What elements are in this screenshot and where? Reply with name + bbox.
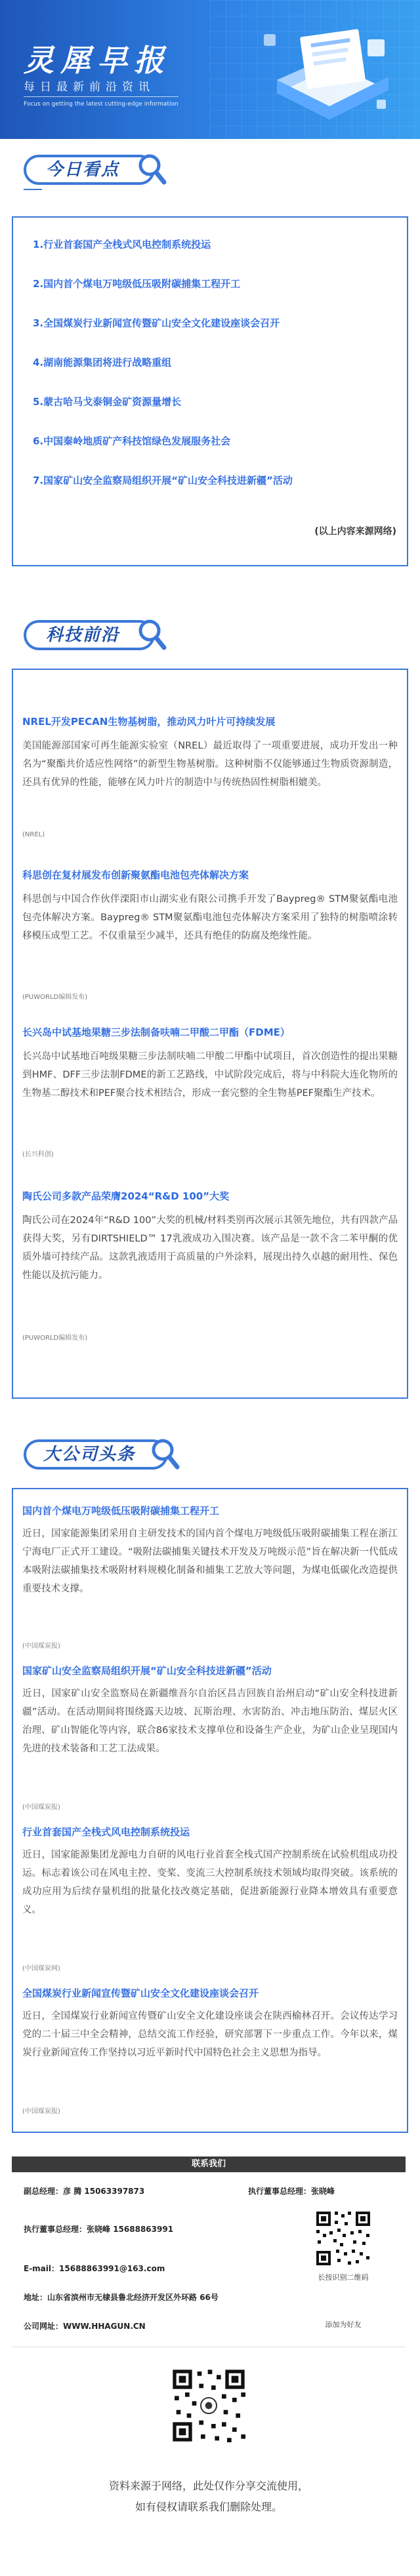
website-line xyxy=(24,2320,146,2332)
news-title[interactable]: 行业首套国产全栈式风电控制系统投运 xyxy=(22,1826,190,1838)
news-title[interactable]: 国家矿山安全监察局组织开展“矿山安全科技进新疆”活动 xyxy=(22,1665,272,1677)
banner-divider xyxy=(24,96,178,97)
toc-item[interactable]: 5.蒙古哈马戈泰铜金矿资源量增长 xyxy=(33,396,182,408)
email-label: E-mail： xyxy=(24,2264,60,2273)
news-title[interactable]: 科思创在复材展发布创新聚氨酯电池包壳体解决方案 xyxy=(22,869,249,881)
magnifier-icon xyxy=(135,151,167,187)
toc-item[interactable]: 6.中国秦岭地质矿产科技馆绿色发展服务社会 xyxy=(33,435,231,447)
company-box xyxy=(12,1488,408,2133)
news-title[interactable]: NREL开发PECAN生物基树脂，推动风力叶片可持续发展 xyxy=(22,716,276,728)
exec-label: 执行董事总经理： xyxy=(24,2225,87,2234)
news-body: 长兴岛中试基地百吨级果糖三步法制呋喃二甲酸二甲酯中试项目，首次创造性的提出果糖到HMF、DFF三步法制FDME的新工艺路线，中试阶段完成后，将与中科院大连化物所的生物基二醇技术和PEF聚合技术相结合，形成一套完整的全生物基PEF聚酯生产技术。 xyxy=(22,1051,398,1099)
editor-value: 彦 腾 15063397873 xyxy=(63,2187,145,2196)
magnifier-icon xyxy=(148,1435,180,1472)
exec-value[interactable]: 张晓峰 15688863991 xyxy=(87,2225,174,2234)
toc-item[interactable]: 4.湖南能源集团将进行战略重组 xyxy=(33,357,172,368)
website-value[interactable]: WWW.HHAGUN.CN xyxy=(63,2322,146,2331)
qr-caption: 长按识别二维码 xyxy=(318,2273,369,2282)
section-title: 今日看点 xyxy=(45,160,119,180)
official-account-qr-code[interactable] xyxy=(169,2366,248,2445)
news-source: (PUWORLD编辑发布) xyxy=(22,1335,88,1342)
banner-title: 灵犀早报 xyxy=(24,43,171,78)
banner-tagline: Focus on getting the latest cutting-edge information xyxy=(24,101,178,107)
toc-item[interactable]: 1.行业首套国产全栈式风电控制系统投运 xyxy=(33,239,211,250)
exec-line-right xyxy=(248,2185,335,2196)
news-source: (中国煤炭网) xyxy=(22,1965,60,1972)
footer-disclaimer-line: 如有侵权请联系我们删除处理。 xyxy=(135,2501,282,2513)
address-value: 山东省滨州市无棣县鲁北经济开发区外环路 66号 xyxy=(47,2293,219,2302)
section-header-tech xyxy=(24,616,165,654)
news-body: 近日，国家能源集团采用自主研发技术的国内首个煤电万吨级低压吸附碳捕集工程在浙江宁海电厂正式开工建设。“吸附法碳捕集关键技术开发及万吨级示范”旨在解决新一代低成本吸附法碳捕集技术吸附材料规模化制备和捕集工艺放大等问题，为煤电低碳化改造提供重要技术支撑。 xyxy=(22,1529,398,1594)
tech-box xyxy=(12,669,408,1399)
news-body: 美国能源部国家可再生能源实验室（NREL）最近取得了一项重要进展，成功开发出一种名为“聚酯共价适应性网络”的新型生物基树脂。这种树脂不仅能够通过生物质资源制造，还具有优异的性能，能够在风力叶片的制造中与传统热固性树脂相媲美。 xyxy=(22,741,398,788)
envelope-illustration-icon xyxy=(257,14,402,126)
address-line xyxy=(24,2292,219,2303)
news-source: (PUWORLD编辑发布) xyxy=(22,994,88,1001)
news-source: (中国煤炭报) xyxy=(22,1643,60,1650)
today-box xyxy=(12,216,408,566)
contact-title: 联系我们 xyxy=(191,2159,226,2169)
footer-disclaimer-line: 资料来源于网络，此处仅作分享交流使用， xyxy=(108,2480,308,2492)
email-line xyxy=(24,2263,165,2274)
section-header-today xyxy=(24,151,165,189)
news-body: 科思创与中国合作伙伴溧阳市山湖实业有限公司携手开发了Baypreg® STM聚氨酯电池包壳体解决方案。Baypreg® STM聚氨酯电池包壳体解决方案采用了独特的树脂喷涂转移模压成型工艺。不仅重量至少减半，还具有绝佳的防腐及绝缘性能。 xyxy=(22,894,398,941)
website-label: 公司网址： xyxy=(24,2322,64,2331)
banner-subtitle: 每日最新前沿资讯 xyxy=(24,81,155,94)
contact-section xyxy=(12,2156,406,2563)
news-title[interactable]: 陶氏公司多款产品荣膺2024“R&D 100”大奖 xyxy=(22,1190,230,1202)
toc-item[interactable]: 7.国家矿山安全监察局组织开展“矿山安全科技进新疆”活动 xyxy=(33,475,293,486)
section-title: 科技前沿 xyxy=(45,625,119,645)
toc-item[interactable]: 2.国内首个煤电万吨级低压吸附碳捕集工程开工 xyxy=(33,278,241,290)
exec-value: 张晓峰 xyxy=(311,2187,335,2196)
section-header-company xyxy=(24,1435,178,1473)
address-label: 地址： xyxy=(24,2293,48,2302)
add-friend-caption: 添加为好友 xyxy=(325,2320,362,2329)
news-title[interactable]: 全国煤炭行业新闻宣传暨矿山安全文化建设座谈会召开 xyxy=(22,1987,259,1999)
header-banner xyxy=(0,0,420,139)
toc-source-note: (以上内容来源网络) xyxy=(314,526,396,537)
section-rule xyxy=(24,189,42,190)
editor-label: 副总经理： xyxy=(24,2187,64,2196)
wechat-qr-code[interactable] xyxy=(314,2209,373,2268)
news-body: 近日，全国煤炭行业新闻宣传暨矿山安全文化建设座谈会在陕西榆林召开。会议传达学习党的二十届三中全会精神，总结交流工作经验，研究部署下一步重点工作。今年以来，煤炭行业新闻宣传工作坚持以习近平新时代中国特色社会主义思想为指导。 xyxy=(22,2011,398,2058)
news-body: 陶氏公司在2024年“R&D 100”大奖的机械/材料类别再次展示其领先地位，共有四款产品获得大奖，另有DIRTSHIELD™ 17乳液成功入围决赛。该产品是一款不含二苯甲酮的优质外墙可持续产品。这款乳液适用于高质量的户外涂料，展现出持久卓越的耐用性、保色性能以及抗污能力。 xyxy=(22,1215,398,1281)
news-source: (中国煤炭报) xyxy=(22,1804,60,1811)
news-body: 近日，国家矿山安全监察局在新疆维吾尔自治区昌吉回族自治州启动“矿山安全科技进新疆”活动。在活动期间将围绕露天边坡、瓦斯治理、水害防治、冲击地压防治、煤层火区治理、矿山智能化等内容，联合86家技术支撑单位和设备生产企业，为矿山企业呈现国内先进的技术装备和工艺工法成果。 xyxy=(22,1688,398,1754)
magnifier-icon xyxy=(135,616,167,653)
section-title: 大公司头条 xyxy=(43,1445,135,1464)
toc-item[interactable]: 3.全国煤炭行业新闻宣传暨矿山安全文化建设座谈会召开 xyxy=(33,317,280,329)
email-value[interactable]: 15688863991@163.com xyxy=(59,2264,165,2273)
exec-label: 执行董事总经理： xyxy=(248,2187,312,2196)
news-source: (长兴科创) xyxy=(22,1151,54,1158)
news-body: 近日，国家能源集团龙源电力自研的风电行业首套全栈式国产控制系统在试验机组成功投运。标志着该公司在风电主控、变桨、变流三大控制系统技术领域均取得突破。该系统的成功应用为后续存量机组的批量化技改奠定基础，促进新能源行业降本增效具有重要意义。 xyxy=(22,1850,398,1915)
editor-line xyxy=(24,2185,144,2196)
news-source: (中国煤炭报) xyxy=(22,2108,60,2115)
news-title[interactable]: 长兴岛中试基地果糖三步法制备呋喃二甲酸二甲酯（FDME） xyxy=(22,1026,290,1038)
news-title[interactable]: 国内首个煤电万吨级低压吸附碳捕集工程开工 xyxy=(22,1505,220,1517)
exec-line xyxy=(24,2223,173,2234)
news-source: (NREL) xyxy=(22,831,45,838)
